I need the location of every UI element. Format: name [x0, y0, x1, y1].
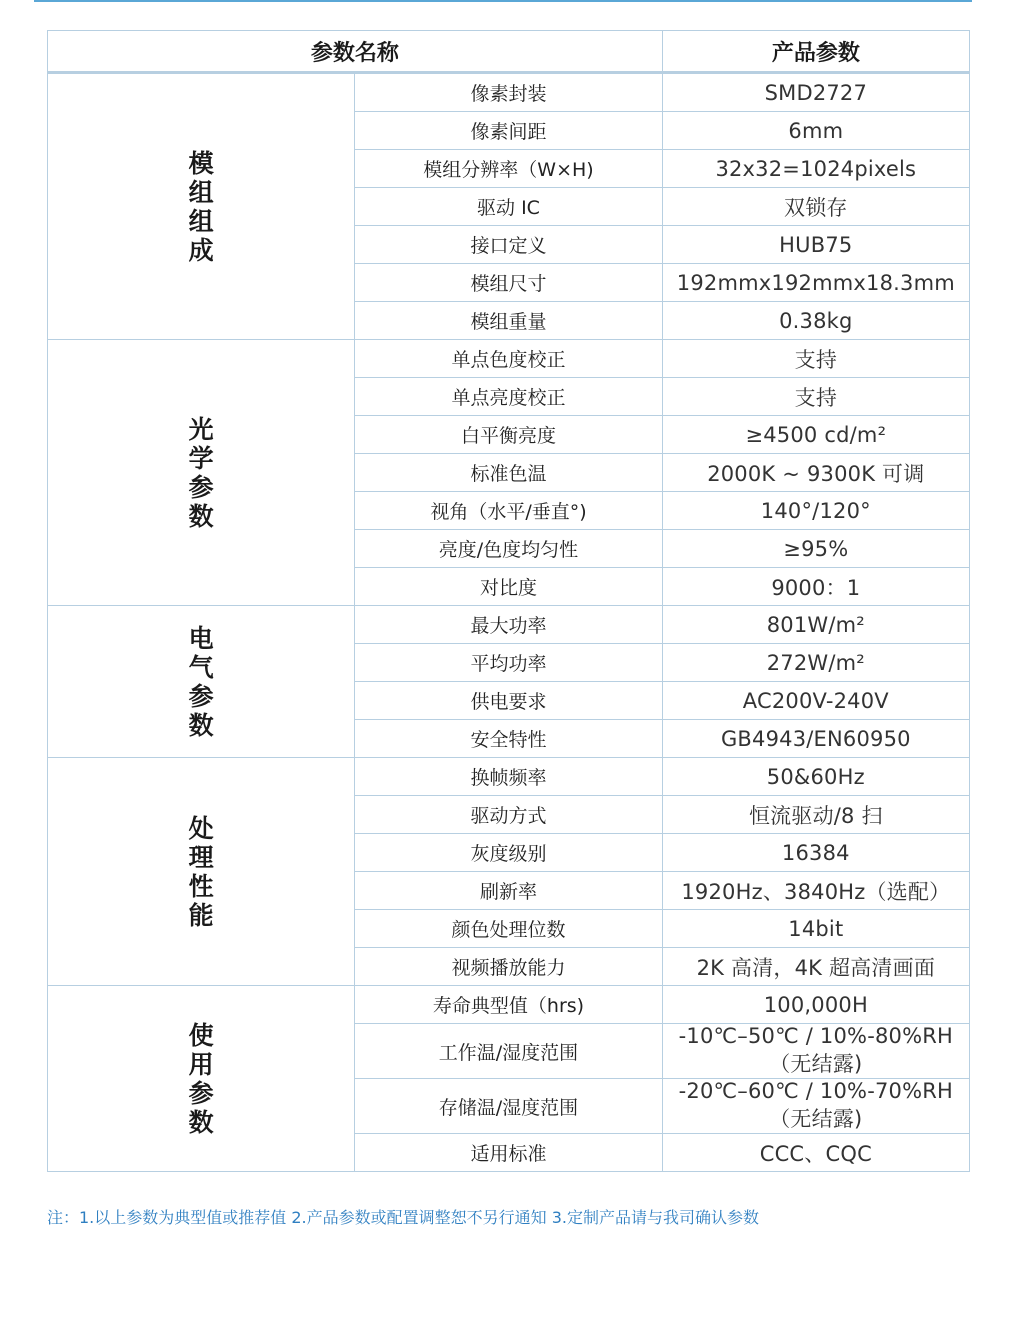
param-name: 接口定义: [355, 226, 662, 264]
param-name: 寿命典型值（hrs): [355, 986, 662, 1024]
param-value: 0.38kg: [662, 302, 969, 340]
param-name: 供电要求: [355, 682, 662, 720]
param-name: 刷新率: [355, 872, 662, 910]
param-value: 14bit: [662, 910, 969, 948]
param-name: 平均功率: [355, 644, 662, 682]
group-label-cell: [48, 340, 355, 606]
param-value: 50&60Hz: [662, 758, 969, 796]
spec-table: [47, 30, 970, 1172]
param-name: 驱动方式: [355, 796, 662, 834]
param-name: 安全特性: [355, 720, 662, 758]
param-value: GB4943/EN60950: [662, 720, 969, 758]
param-value: 100,000H: [662, 986, 969, 1024]
param-name: 视频播放能力: [355, 948, 662, 986]
param-value: 6mm: [662, 112, 969, 150]
param-value: 16384: [662, 834, 969, 872]
param-value: 2K 高清，4K 超高清画面: [662, 948, 969, 986]
table-row: [48, 340, 970, 378]
param-value: 192mmx192mmx18.3mm: [662, 264, 969, 302]
param-value: 恒流驱动/8 扫: [662, 796, 969, 834]
param-name: 适用标准: [355, 1134, 662, 1172]
group-label: 模组组成: [188, 148, 214, 265]
param-name: 白平衡亮度: [355, 416, 662, 454]
param-value: ≥95%: [662, 530, 969, 568]
param-value: 140°/120°: [662, 492, 969, 530]
footnote: 注：1.以上参数为典型值或推荐值 2.产品参数或配置调整恕不另行通知 3.定制产品请与我司确认参数: [47, 1208, 759, 1227]
header-param-value: 产品参数: [662, 31, 969, 73]
param-value: HUB75: [662, 226, 969, 264]
param-name: 标准色温: [355, 454, 662, 492]
param-name: 视角（水平/垂直°): [355, 492, 662, 530]
table-header-row: [48, 31, 970, 73]
table-row: [48, 606, 970, 644]
param-value: -20℃–60℃ / 10%-70%RH（无结露): [662, 1079, 969, 1134]
group-label: 电气参数: [188, 623, 214, 740]
param-value: CCC、CQC: [662, 1134, 969, 1172]
group-label-cell: [48, 606, 355, 758]
param-value: SMD2727: [662, 73, 969, 112]
param-name: 驱动 IC: [355, 188, 662, 226]
param-value: 9000：1: [662, 568, 969, 606]
group-label: 光学参数: [188, 414, 214, 531]
header-param-name: 参数名称: [48, 31, 663, 73]
group-label-cell: [48, 758, 355, 986]
param-value: AC200V-240V: [662, 682, 969, 720]
param-value: ≥4500 cd/m²: [662, 416, 969, 454]
group-label-cell: [48, 986, 355, 1172]
param-name: 模组重量: [355, 302, 662, 340]
param-value: 272W/m²: [662, 644, 969, 682]
param-name: 模组尺寸: [355, 264, 662, 302]
param-value: -10℃–50℃ / 10%-80%RH（无结露): [662, 1024, 969, 1079]
param-name: 模组分辨率（W×H): [355, 150, 662, 188]
param-name: 像素间距: [355, 112, 662, 150]
table-row: [48, 73, 970, 112]
param-value: 双锁存: [662, 188, 969, 226]
param-name: 像素封装: [355, 73, 662, 112]
group-label: 使用参数: [188, 1020, 214, 1137]
param-name: 最大功率: [355, 606, 662, 644]
param-name: 换帧频率: [355, 758, 662, 796]
param-name: 工作温/湿度范围: [355, 1024, 662, 1079]
param-name: 亮度/色度均匀性: [355, 530, 662, 568]
param-name: 单点亮度校正: [355, 378, 662, 416]
param-value: 32x32=1024pixels: [662, 150, 969, 188]
param-name: 灰度级别: [355, 834, 662, 872]
param-name: 对比度: [355, 568, 662, 606]
param-name: 单点色度校正: [355, 340, 662, 378]
param-value: 801W/m²: [662, 606, 969, 644]
group-label: 处理性能: [188, 813, 214, 930]
param-value: 支持: [662, 378, 969, 416]
group-label-cell: [48, 73, 355, 340]
param-name: 存储温/湿度范围: [355, 1079, 662, 1134]
spec-table-body: [48, 73, 970, 1172]
top-divider: [34, 0, 972, 2]
param-value: 2000K ~ 9300K 可调: [662, 454, 969, 492]
table-row: [48, 758, 970, 796]
param-name: 颜色处理位数: [355, 910, 662, 948]
param-value: 支持: [662, 340, 969, 378]
table-row: [48, 986, 970, 1024]
param-value: 1920Hz、3840Hz（选配）: [662, 872, 969, 910]
